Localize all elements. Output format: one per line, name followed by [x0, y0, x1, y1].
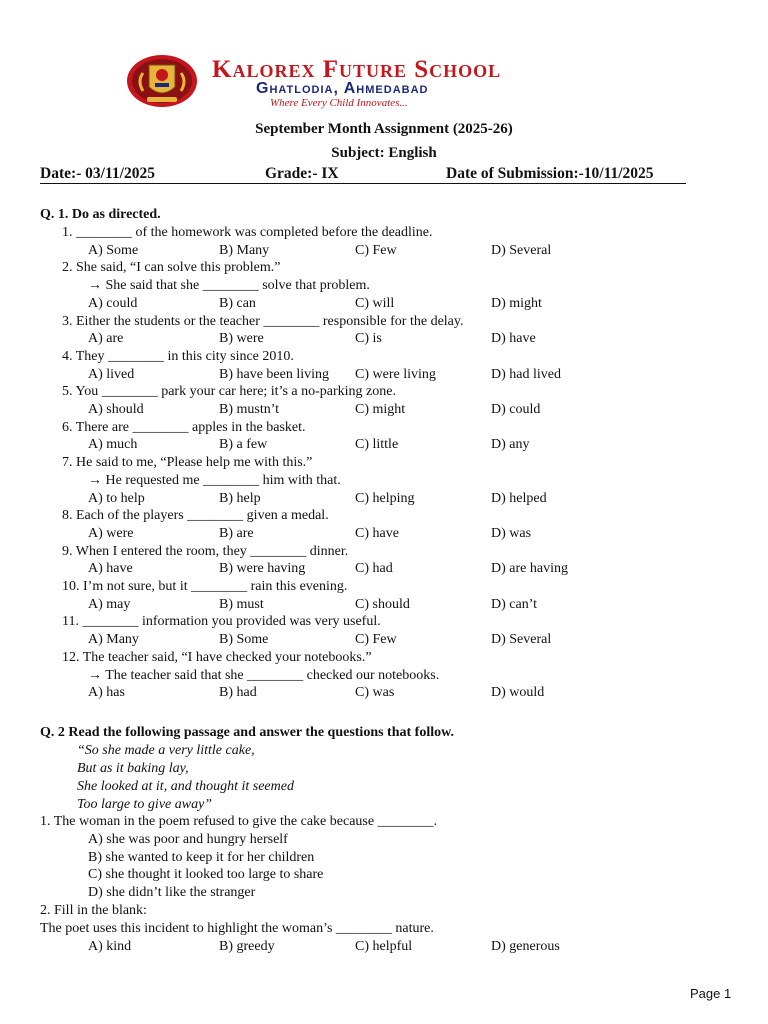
q2-sub2-option: A) kind — [88, 939, 132, 954]
q1-option: D) are having — [491, 561, 568, 577]
q2-sub2-sentence: The poet uses this incident to highlight the woman’s ________ nature. — [40, 921, 434, 936]
q1-option: D) Several — [491, 242, 552, 258]
q1-option: B) were having — [219, 561, 306, 577]
q1-option: D) was — [491, 525, 532, 541]
q1-option: D) might — [491, 295, 542, 311]
q1-option: C) was — [355, 685, 395, 701]
q1-option: A) may — [88, 596, 131, 612]
q1-option: C) should — [355, 596, 410, 612]
q2-sub2-option: D) generous — [491, 939, 560, 954]
q2-sub1-option: D) she didn’t like the stranger — [88, 885, 256, 900]
assignment-info-row — [40, 165, 686, 185]
q1-question-transform: → The teacher said that she ________ checked our notebooks. — [88, 667, 440, 683]
q1-option: D) can’t — [491, 596, 537, 612]
q1-question-stem: 5. You ________ park your car here; it’s a no-parking zone. — [62, 384, 396, 400]
q1-option: D) could — [491, 402, 541, 417]
q1-option: B) Many — [219, 242, 270, 258]
q1-option: C) were living — [355, 366, 436, 382]
page-number: Page 1 — [690, 986, 732, 1001]
q1-option: A) were — [88, 525, 134, 541]
q2-sub1-option: A) she was poor and hungry herself — [88, 832, 288, 847]
q1-option: C) Few — [355, 242, 397, 258]
q2-sub1-stem: 1. The woman in the poem refused to give the cake because ________. — [40, 814, 438, 829]
q1-option: C) helping — [355, 490, 415, 506]
q1-question-stem: 4. They ________ in this city since 2010. — [62, 348, 294, 364]
q1-option: B) are — [219, 525, 254, 541]
q1-option: A) have — [88, 561, 133, 577]
q1-question-stem: 6. There are ________ apples in the basket. — [62, 419, 306, 435]
q1-option: A) Some — [88, 242, 139, 258]
q1-option: B) must — [219, 596, 264, 612]
q2-sub2-stem: 2. Fill in the blank: — [40, 903, 147, 918]
q1-question-transform: → He requested me ________ him with that. — [88, 472, 341, 488]
assignment-date: Date:- 03/11/2025 — [40, 165, 155, 182]
q2-sub2-option: C) helpful — [355, 939, 413, 954]
q1-question-stem: 9. When I entered the room, they ________ dinner. — [62, 543, 349, 559]
school-location: Ghatlodia, Ahmedabad — [256, 80, 429, 97]
poem-line: But as it baking lay, — [77, 761, 189, 776]
q1-question-transform: → She said that she ________ solve that problem. — [88, 278, 370, 294]
q1-question-stem: 1. ________ of the homework was completed before the deadline. — [62, 225, 433, 240]
q1-option: A) lived — [88, 366, 135, 382]
info-underline — [40, 183, 686, 184]
q1-option: B) were — [219, 331, 264, 347]
q1-question-stem: 12. The teacher said, “I have checked your notebooks.” — [62, 649, 372, 665]
q2-sub2-option: B) greedy — [219, 939, 275, 954]
q1-question-stem: 8. Each of the players ________ given a medal. — [62, 508, 329, 524]
q2-sub1-option: B) she wanted to keep it for her children — [88, 850, 315, 865]
q1-option: A) could — [88, 295, 138, 311]
poem-line: She looked at it, and thought it seemed — [77, 779, 294, 794]
assignment-grade: Grade:- IX — [265, 165, 339, 182]
school-tagline: Where Every Child Innovates... — [270, 97, 408, 109]
q1-option: A) Many — [88, 632, 139, 648]
q1-option: B) Some — [219, 632, 269, 648]
q1-option: A) much — [88, 437, 138, 453]
q1-option: B) help — [219, 490, 261, 506]
q2-sub1-option: C) she thought it looked too large to share — [88, 867, 324, 882]
q1-option: B) have been living — [219, 366, 330, 382]
q1-option: D) any — [491, 437, 530, 453]
q1-option: A) to help — [88, 490, 145, 506]
q1-option: B) mustn’t — [219, 402, 280, 417]
q1-option: C) will — [355, 295, 395, 311]
q1-option: D) would — [491, 685, 545, 701]
q1-option: C) little — [355, 437, 399, 453]
submission-date: Date of Submission:-10/11/2025 — [446, 165, 654, 182]
q1-option: C) have — [355, 525, 399, 541]
q1-option: A) are — [88, 331, 124, 347]
assignment-title: September Month Assignment (2025-26) — [255, 121, 513, 137]
q1-option: C) had — [355, 561, 393, 577]
q1-option: D) have — [491, 331, 536, 347]
q1-option: C) Few — [355, 632, 397, 648]
poem-line: Too large to give away” — [77, 797, 213, 812]
q1-option: A) has — [88, 685, 125, 701]
q1-option: C) is — [355, 331, 382, 347]
q1-question-stem: 11. ________ information you provided was very useful. — [62, 614, 381, 630]
q1-question-stem: 3. Either the students or the teacher ________ responsible for the delay. — [62, 313, 464, 329]
q2-heading: Q. 2 Read the following passage and answer the questions that follow. — [40, 725, 454, 740]
q1-option: B) a few — [219, 437, 268, 453]
q1-heading: Q. 1. Do as directed. — [40, 207, 161, 222]
q1-option: D) helped — [491, 490, 547, 506]
q1-option: B) can — [219, 295, 256, 311]
q1-question-stem: 7. He said to me, “Please help me with this.” — [62, 455, 313, 471]
q1-question-stem: 2. She said, “I can solve this problem.” — [62, 260, 281, 276]
q1-option: A) should — [88, 402, 144, 417]
q1-question-stem: 10. I’m not sure, but it ________ rain this evening. — [62, 579, 348, 594]
subject-title: Subject: English — [331, 145, 437, 161]
q1-option: D) had lived — [491, 366, 561, 382]
school-crest-logo — [125, 53, 199, 109]
school-name: Kalorex Future School — [212, 56, 502, 83]
poem-line: “So she made a very little cake, — [77, 743, 255, 758]
q1-option: B) had — [219, 685, 257, 701]
q1-option: C) might — [355, 402, 406, 417]
q1-option: D) Several — [491, 632, 552, 648]
